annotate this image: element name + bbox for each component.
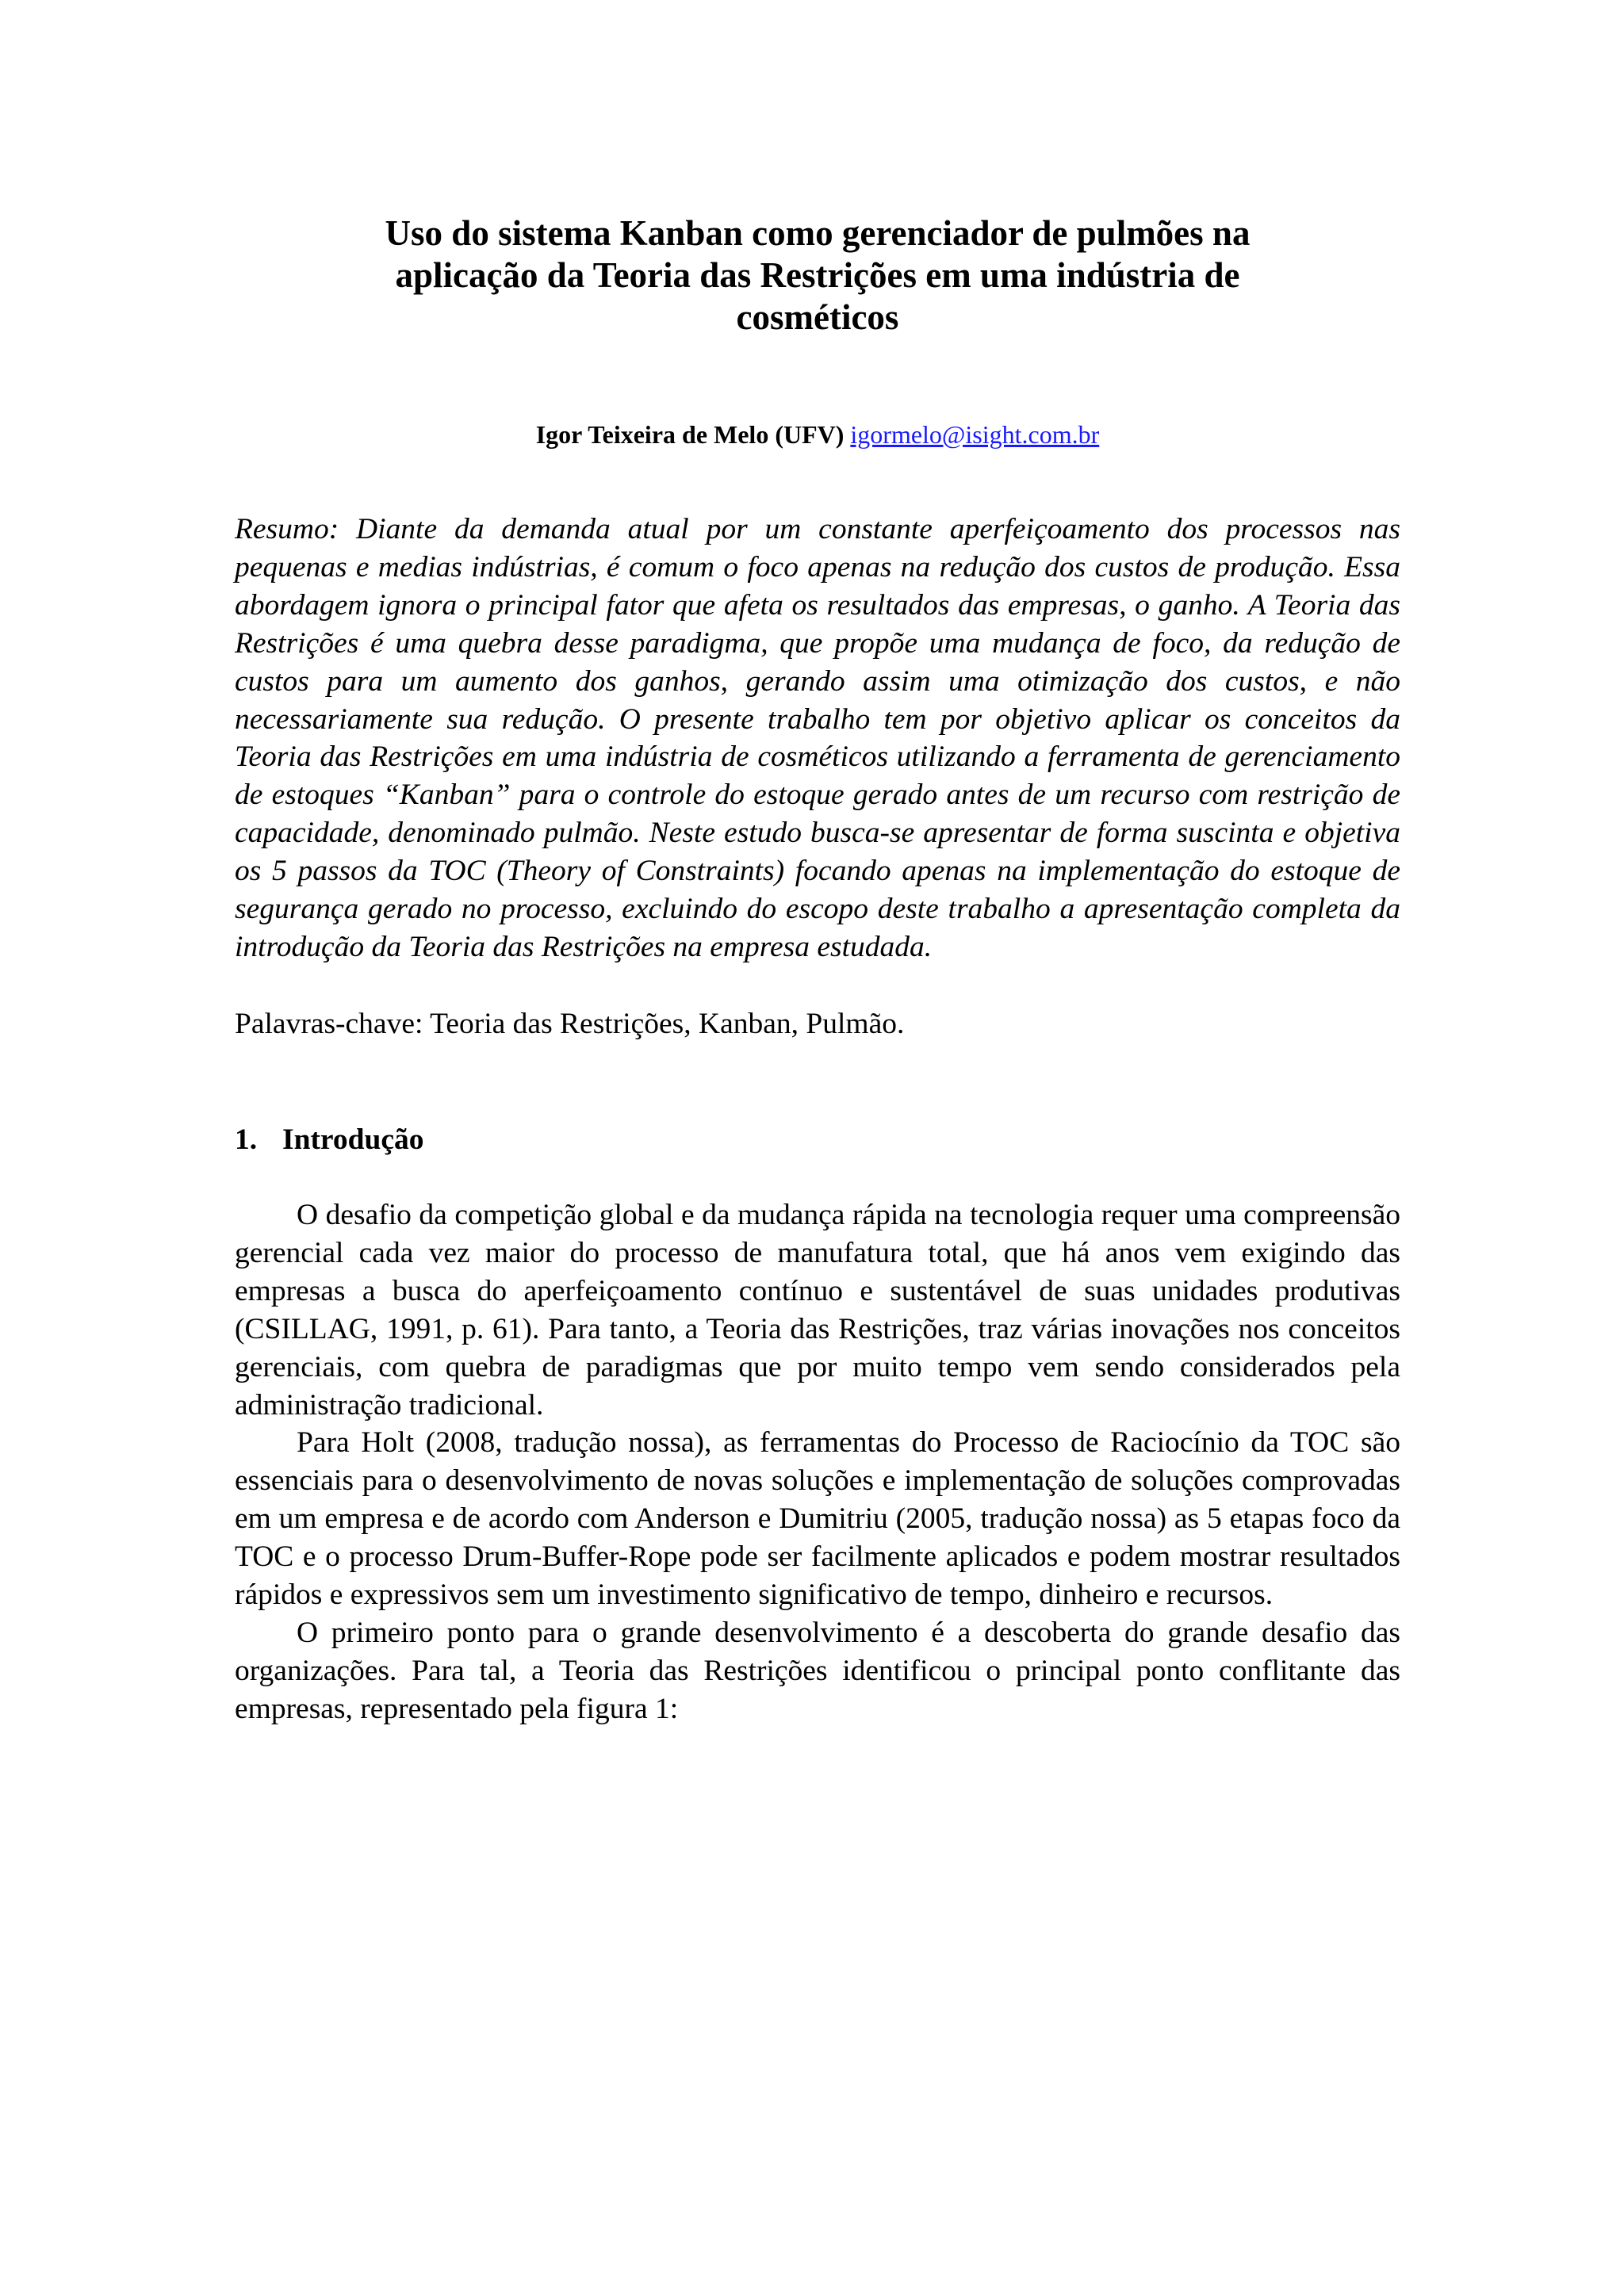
section-title: Introdução <box>282 1123 424 1156</box>
title-line-2: aplicação da Teoria das Restrições em uma indústria de <box>395 255 1240 295</box>
paper-title <box>235 212 1400 339</box>
paragraph-1: O desafio da competição global e da mudança rápida na tecnologia requer uma compreensão gerencial cada vez maior do processo de manufatura total, que há anos vem exigindo das empresas a busca do aperfeiçoamento contínuo e sustentável de suas unidades produtivas (CSILLAG, 1991, p. 61). Para tanto, a Teoria das Restrições, traz várias inovações nos conceitos gerenciais, com quebra de paradigmas que por muito tempo vem sendo considerados pela administração tradicional. <box>235 1199 1400 1422</box>
author-name: Igor Teixeira de Melo (UFV) <box>535 420 845 449</box>
keywords: Palavras-chave: Teoria das Restrições, Kanban, Pulmão. <box>235 1008 905 1040</box>
author-email-link[interactable]: igormelo@isight.com.br <box>850 420 1100 449</box>
title-line-3: cosméticos <box>736 297 899 337</box>
title-line-1: Uso do sistema Kanban como gerenciador de pulmões na <box>385 213 1251 253</box>
author-line <box>235 419 1400 450</box>
body-text <box>235 1196 1400 1728</box>
section-heading <box>235 1121 1400 1158</box>
section-number: 1. <box>235 1123 258 1156</box>
abstract: Resumo: Diante da demanda atual por um constante aperfeiçoamento dos processos nas pequenas e medias indústrias, é comum o foco apenas na redução dos custos de produção. Essa abordagem ignora o principal fator que afeta os resultados das empresas, o ganho. A Teoria das Restrições é uma quebra desse paradigma, que propõe uma mudança de foco, da redução de custos para um aumento dos ganhos, gerando assim uma otimização dos custos, e não necessariamente sua redução. O presente trabalho tem por objetivo aplicar os conceitos da Teoria das Restrições em uma indústria de cosméticos utilizando a ferramenta de gerenciamento de estoques “Kanban” para o controle do estoque gerado antes de um recurso com restrição de capacidade, denominado pulmão. Neste estudo busca-se apresentar de forma suscinta e objetiva os 5 passos da TOC (Theory of Constraints) focando apenas na implementação do estoque de segurança gerado no processo, excluindo do escopo deste trabalho a apresentação completa da introdução da Teoria das Restrições na empresa estudada. <box>235 513 1400 963</box>
paragraph-3: O primeiro ponto para o grande desenvolvimento é a descoberta do grande desafio das organizações. Para tal, a Teoria das Restrições identificou o principal ponto conflitante das empresas, representado pela figura 1: <box>235 1616 1400 1725</box>
paragraph-2: Para Holt (2008, tradução nossa), as ferramentas do Processo de Raciocínio da TOC são essenciais para o desenvolvimento de novas soluções e implementação de soluções comprovadas em um empresa e de acordo com Anderson e Dumitriu (2005, tradução nossa) as 5 etapas foco da TOC e o processo Drum-Buffer-Rope pode ser facilmente aplicados e podem mostrar resultados rápidos e expressivos sem um investimento significativo de tempo, dinheiro e recursos. <box>235 1426 1400 1612</box>
